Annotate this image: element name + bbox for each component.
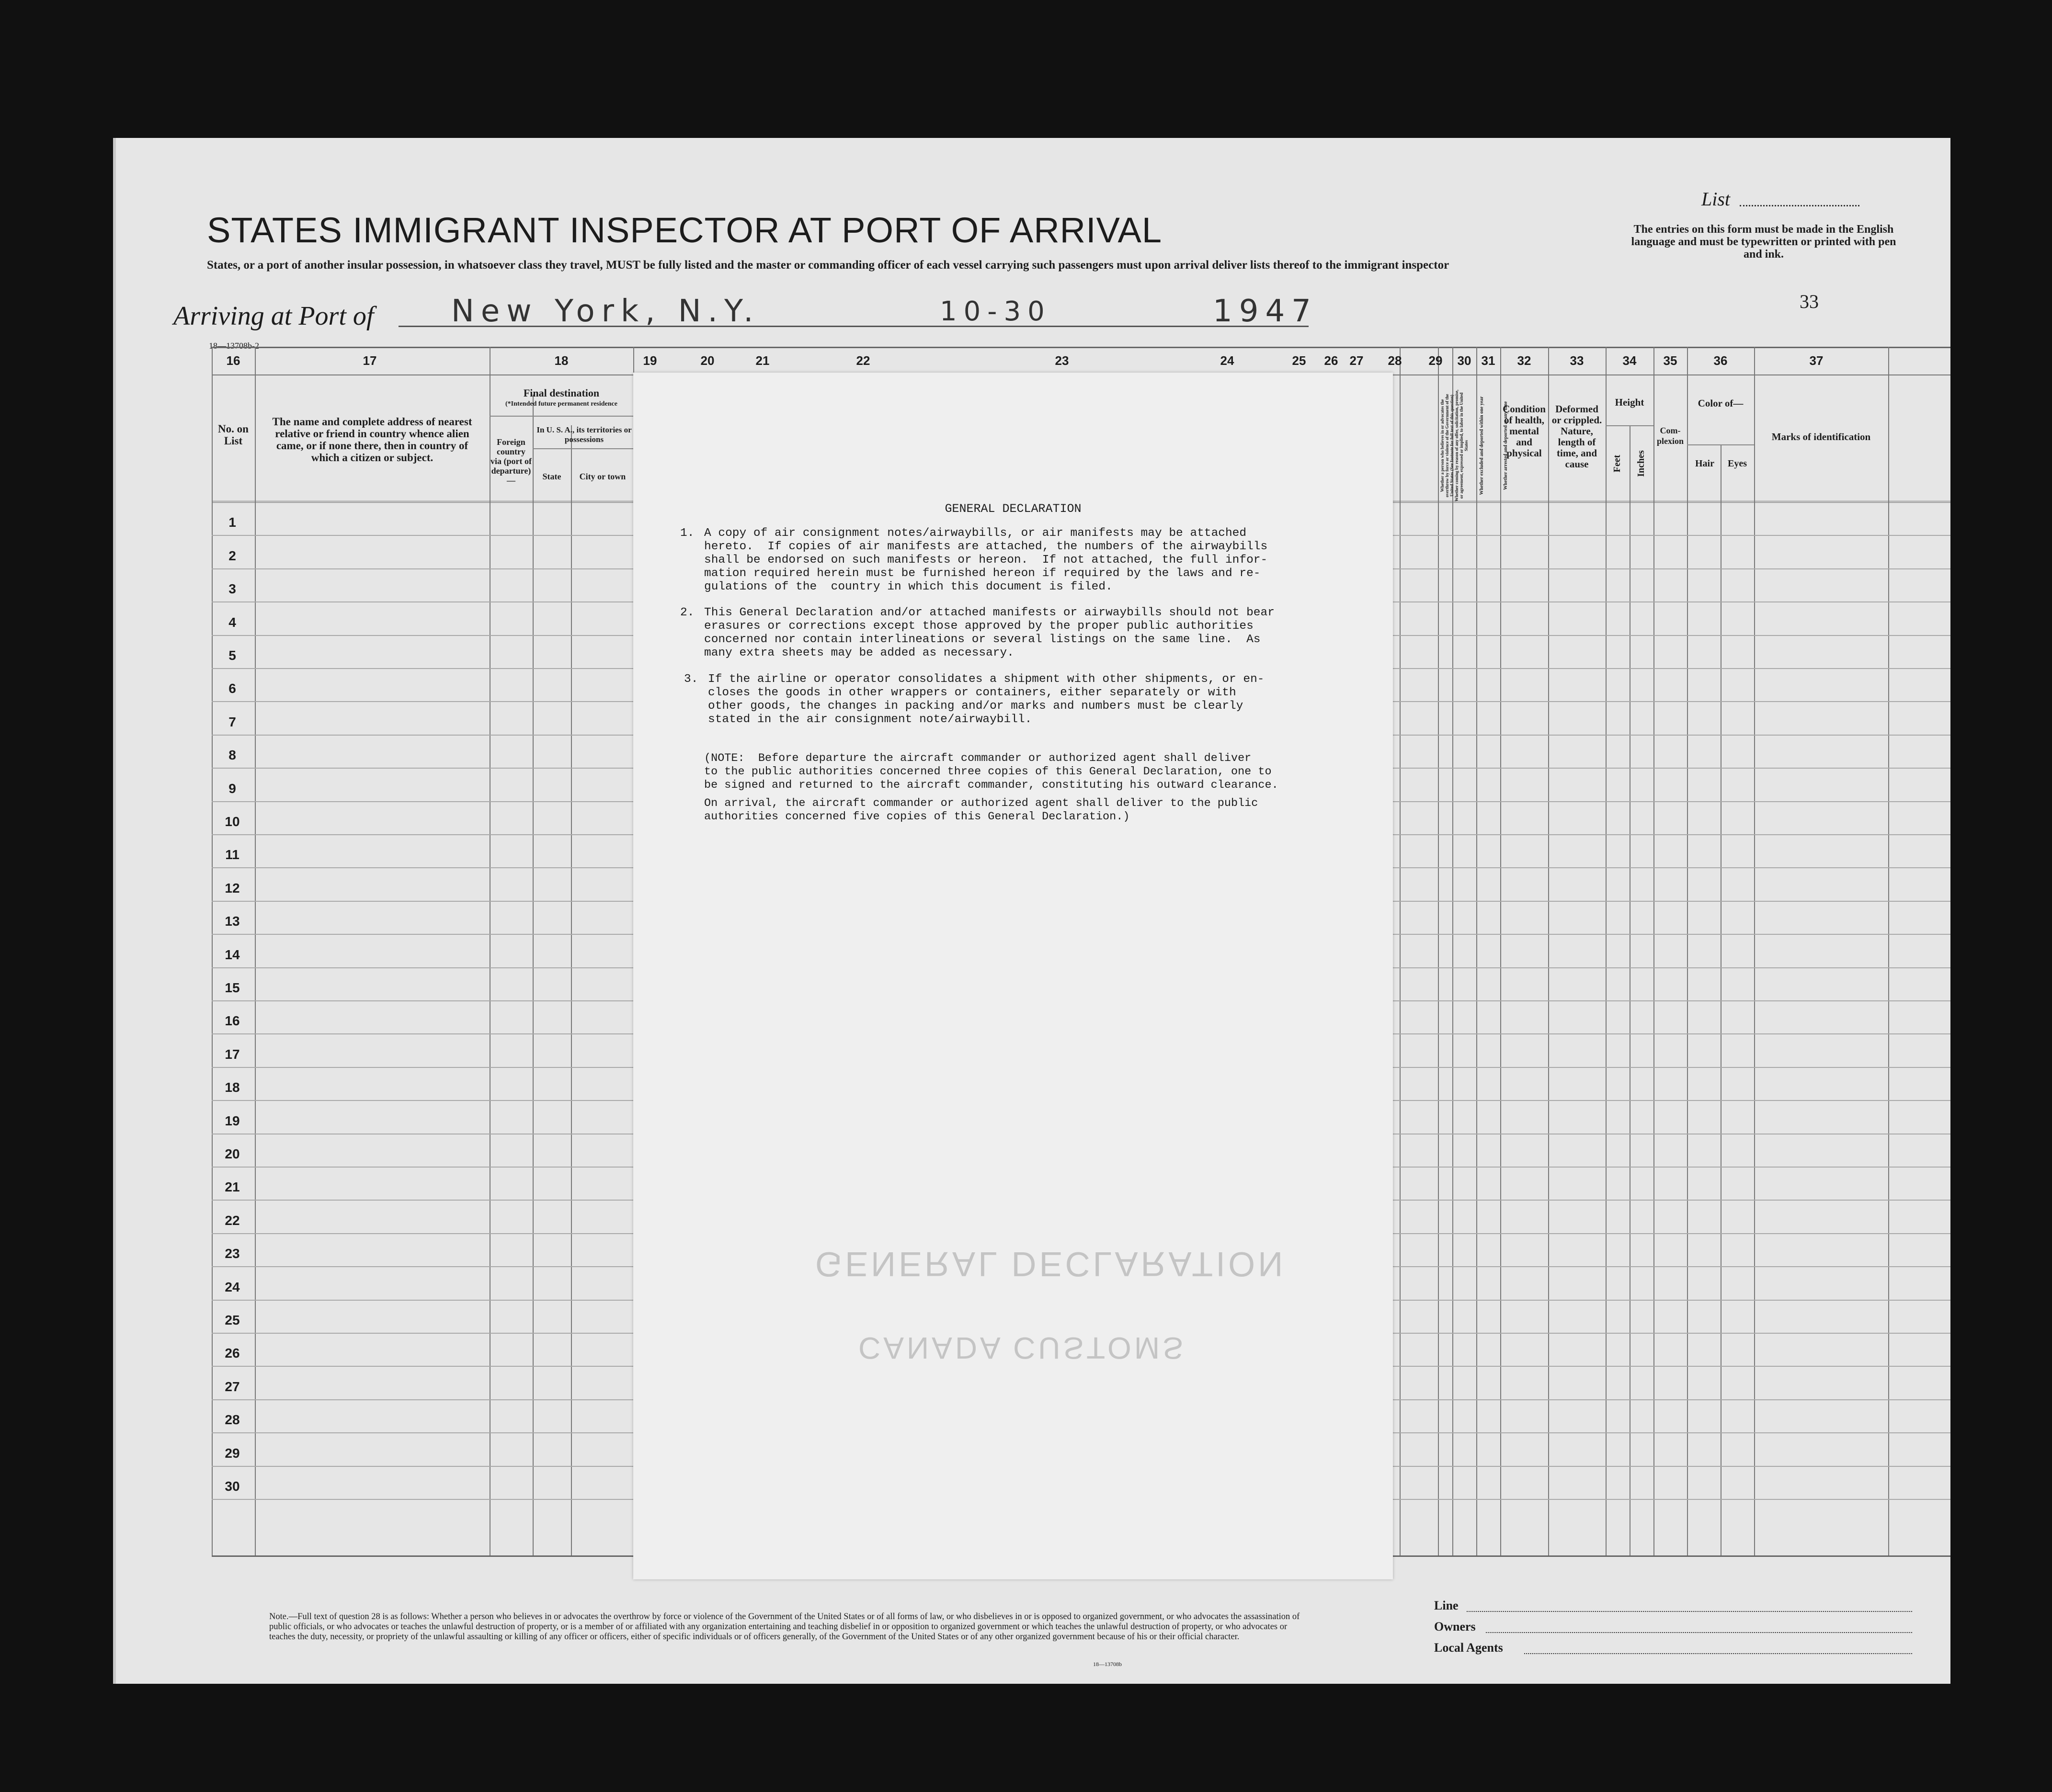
header-final-destination-sub: (*Intended future permanent residence <box>505 400 617 408</box>
col-divider <box>1687 347 1688 1555</box>
table-top-border <box>212 347 1950 348</box>
col-divider <box>1548 347 1549 1555</box>
paragraph-number: 3. <box>684 673 698 686</box>
header-no-on-list: No. on List <box>218 423 249 447</box>
owners-signature-line <box>1486 1632 1912 1633</box>
column-number: 35 <box>1663 353 1677 368</box>
row-number: 4 <box>228 614 236 630</box>
header-hair: Hair <box>1695 458 1714 469</box>
row-number: 14 <box>225 947 240 962</box>
column-number: 26 <box>1324 353 1338 368</box>
column-number: 30 <box>1457 353 1471 368</box>
column-number: 19 <box>643 353 657 368</box>
row-number: 8 <box>228 748 236 763</box>
column-number: 33 <box>1570 353 1584 368</box>
bleed-through-text: CANADA CUSTOMS <box>858 1331 1186 1365</box>
header-foreign-country: Foreign country via (port of departure)— <box>490 437 532 485</box>
local-agents-label: Local Agents <box>1434 1641 1503 1655</box>
row-number: 15 <box>225 980 240 995</box>
row-number: 7 <box>228 714 236 729</box>
row-number: 29 <box>225 1445 240 1461</box>
col-divider <box>1476 347 1477 1555</box>
column-number: 37 <box>1809 353 1824 368</box>
column-number: 16 <box>226 353 240 368</box>
subheader-line <box>1687 444 1754 445</box>
header-city-or-town: City or town <box>579 472 626 481</box>
bleed-through-text: GENERAL DECLARATION <box>815 1245 1286 1283</box>
row-number: 9 <box>228 781 236 796</box>
header-col33: Deformed or crippled. Nature, length of time, and cause <box>1551 403 1602 470</box>
port-handwritten: New York, N.Y. <box>451 294 760 329</box>
row-number: 16 <box>225 1013 240 1029</box>
subheader-line <box>1606 425 1653 426</box>
header-col31: Whether arrested and deported at any time <box>1503 401 1508 490</box>
column-number: 21 <box>755 353 770 368</box>
col-divider <box>1888 347 1889 1555</box>
row-number: 3 <box>228 581 236 597</box>
header-col29: Whether coming by reason of any offer, solicitation, promise, or agreement, expressed or implied, to labor in the United States <box>1454 389 1469 502</box>
header-state: State <box>542 472 561 481</box>
line-label: Line <box>1434 1599 1459 1612</box>
header-in-usa: In U. S. A., its territories or possessions <box>536 425 632 444</box>
column-number: 32 <box>1517 353 1531 368</box>
row-number: 2 <box>228 548 236 563</box>
row-number: 18 <box>225 1080 240 1095</box>
column-number: 18 <box>554 353 569 368</box>
column-number: 34 <box>1622 353 1637 368</box>
col-divider <box>1452 347 1453 1555</box>
row-number: 13 <box>225 914 240 929</box>
column-number: 17 <box>363 353 377 368</box>
header-feet: Feet <box>1612 454 1622 473</box>
row-number: 22 <box>225 1213 240 1228</box>
row-number: 25 <box>225 1313 240 1327</box>
declaration-title: GENERAL DECLARATION <box>945 502 1082 516</box>
header-marks: Marks of identification <box>1771 431 1871 442</box>
column-number: 29 <box>1428 353 1443 368</box>
col-divider <box>212 347 213 1555</box>
owners-label: Owners <box>1434 1620 1476 1633</box>
row-number: 1 <box>228 515 236 530</box>
page-title: STATES IMMIGRANT INSPECTOR AT PORT OF ARRIVAL <box>207 210 1163 250</box>
list-number-line <box>1740 205 1859 206</box>
row-number: 20 <box>225 1146 240 1161</box>
local-agents-signature-line <box>1524 1653 1912 1654</box>
col-divider <box>255 347 256 1555</box>
row-number: 19 <box>225 1113 240 1128</box>
list-label: List <box>1701 188 1731 210</box>
col-divider <box>571 425 572 1555</box>
footnote-question-28: Note.—Full text of question 28 is as follows: Whether a person who believes in or advocates the overthrow by force or violence of the Government of the United States or of all forms of law, or who disbelieves in or is opposed to organized government, or who advocates the assassination of public officials, or who advocates or teaches the unlawful destruction of property, or is a member of or affiliated with any organization entertaining and teaching disbelief in or opposition to organized government or which teaches the unlawful destruction of property, or who advocates or teaches the duty, necessity, or propriety of the unlawful assaulting or killing of any officer or officers, either of specific individuals or of officers generally, of the Government of the United States or of any other organized government because of his or their official character. <box>269 1612 1300 1642</box>
arriving-label: Arriving at Port of <box>173 301 374 331</box>
entries-note: The entries on this form must be made in the English language and must be typewritten or printed with pen and ink. <box>1631 223 1896 261</box>
declaration-paragraph-1: A copy of air consignment notes/airwaybills, or air manifests may be attached hereto. If copies of air manifests are attached, the numbers of the airwaybills shall be endorsed on such manifests or hereon. If not attached, the full infor- mation required herein must be furnished hereon if required by the laws and re- gulations of the country in which this document is filed. <box>704 527 1268 593</box>
row-number: 10 <box>225 814 240 829</box>
column-number: 23 <box>1055 353 1069 368</box>
col-divider <box>1754 347 1755 1555</box>
column-number: 31 <box>1481 353 1495 368</box>
row-number: 28 <box>225 1412 240 1428</box>
declaration-paragraph-2: This General Declaration and/or attached manifests or airwaybills should not bear erasures or corrections except those approved by the proper public authorities concerned nor contain interlineations or several listings on the same line. As many extra sheets may be added as necessary. <box>704 606 1275 659</box>
col-divider <box>1400 347 1401 1555</box>
header-inches: Inches <box>1636 450 1646 477</box>
row-number: 11 <box>225 847 239 862</box>
declaration-paragraph-3: If the airline or operator consolidates a shipment with other shipments, or en- closes the goods in other wrappers or containers, either separately or with other goods, the changes in packing and/or marks and numbers must be clearly stated in the air consignment note/airwaybill. <box>708 673 1265 726</box>
manifest-page <box>113 138 1950 1684</box>
row-number: 30 <box>225 1479 240 1494</box>
column-number: 25 <box>1292 353 1306 368</box>
row-number: 6 <box>228 681 236 696</box>
column-number: 24 <box>1220 353 1234 368</box>
subheader-line <box>533 448 633 449</box>
header-eyes: Eyes <box>1728 458 1747 469</box>
paragraph-number: 1. <box>680 527 695 540</box>
column-number: 20 <box>700 353 715 368</box>
declaration-arrival-note: On arrival, the aircraft commander or authorized agent shall deliver to the public authorities concerned five copies of this General Declaration.) <box>704 797 1258 823</box>
row-number: 27 <box>225 1379 240 1394</box>
header-color-of: Color of— <box>1698 397 1744 409</box>
row-number: 23 <box>225 1246 240 1261</box>
column-number: 36 <box>1713 353 1728 368</box>
paragraph-number: 2. <box>680 606 695 619</box>
header-col28: Whether a person who believes in or advocates the overthrow by force or violence of the Government of the United States (See footnote for full text of this question) <box>1440 394 1454 498</box>
row-number: 17 <box>225 1046 240 1062</box>
header-complexion: Com- plexion <box>1656 426 1684 446</box>
header-col32: Condition of health, mental and physical <box>1503 403 1546 459</box>
year-handwritten: 1947 <box>1213 294 1318 329</box>
page-subtitle: States, or a port of another insular possession, in whatsoever class they travel, MUST be fully listed and the master or commanding officer of each vessel carrying such passengers must upon arrival deliver lists thereof to the immigrant inspector <box>207 259 1449 272</box>
row-number: 24 <box>225 1279 240 1294</box>
header-final-destination: Final destination <box>523 387 600 399</box>
header-name-address: The name and complete address of nearest relative or friend in country whence alien came, or if none there, then in country of which a citizen or subject. <box>272 416 472 464</box>
row-number: 12 <box>225 880 240 896</box>
footer-form-code: 18—13708b <box>1093 1661 1122 1667</box>
date-handwritten: 10-30 <box>940 296 1051 327</box>
row-number: 5 <box>228 648 236 663</box>
page-number: 33 <box>1800 291 1819 312</box>
header-col30: Whether excluded and deported within one year <box>1479 396 1484 495</box>
column-number: 28 <box>1388 353 1402 368</box>
row-number: 21 <box>225 1180 240 1195</box>
col-divider <box>1606 347 1607 1555</box>
general-declaration-sheet <box>633 373 1393 1579</box>
subheader-line <box>490 416 633 417</box>
column-number: 27 <box>1349 353 1364 368</box>
row-number: 26 <box>225 1346 240 1361</box>
column-number: 22 <box>856 353 870 368</box>
col-divider <box>1438 347 1439 1555</box>
declaration-note: (NOTE: Before departure the aircraft commander or authorized agent shall deliver to the public authorities concerned three copies of this General Declaration, one to be signed and returned to the aircraft commander, constituting his outward clearance. <box>704 752 1278 792</box>
line-signature-line <box>1467 1611 1912 1612</box>
form-code: 18—13708b-2 <box>209 341 259 351</box>
col-divider <box>1500 347 1501 1555</box>
col-divider <box>1653 347 1654 1555</box>
header-height: Height <box>1615 397 1644 408</box>
